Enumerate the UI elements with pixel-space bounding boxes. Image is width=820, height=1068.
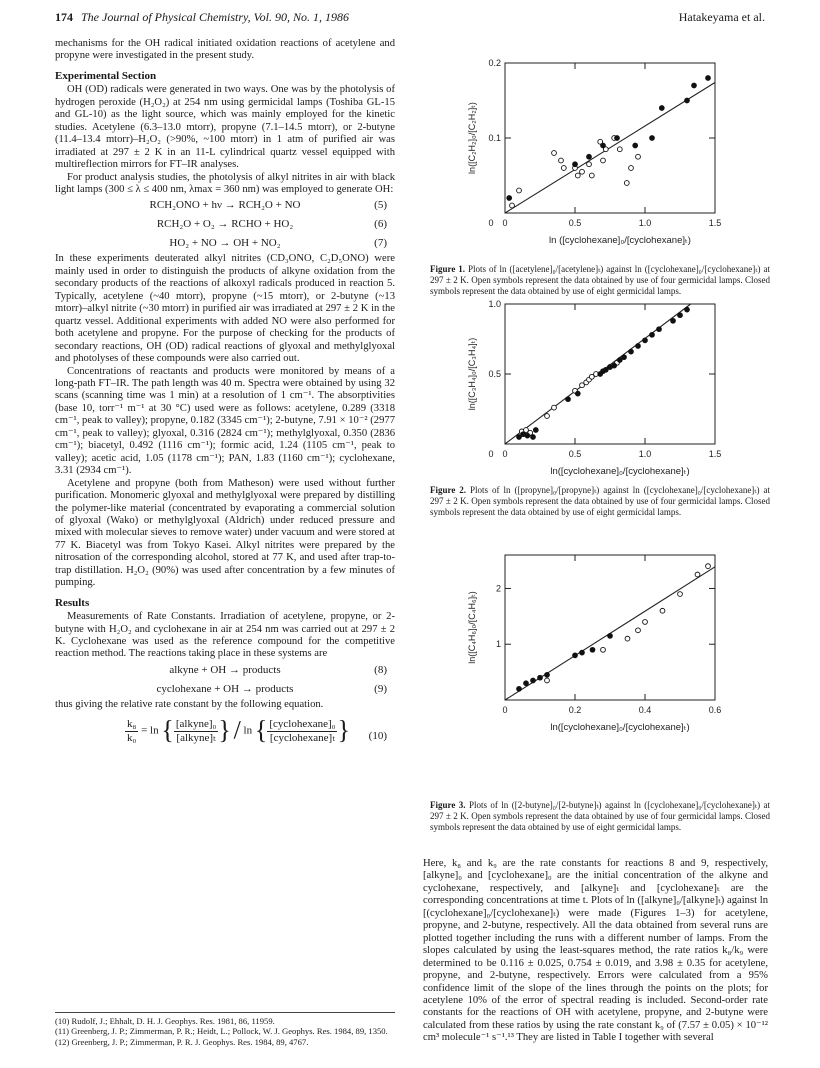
paragraph: In these experiments deuterated alkyl nitrites (CD₃ONO, C₂D₅ONO) were mainly used in order to distinguish the products of alkyne oxidation from the secondary products of the reactions of alkoxyl radicals produced in reaction 5. Typically, acetylene (~40 mtorr), propyne (~15 mtorr), or 2-butyne (~13 mtorr)–alkyl nitrite (~30 mtorr) in purified air was irradiated at 297 ± 2 K in the quartz vessel. Additional experiments with added NO were also performed for both acetylene and propyne. For the purpose of checking for the products of secondary reactions, OH (OD) radical reactions of glyoxal and methylglyoxal and photolyses of these compounds were also carried out.: [55, 253, 395, 365]
data-point-open: [589, 173, 594, 178]
data-point-open: [601, 158, 606, 163]
data-point-open: [617, 147, 622, 152]
equation-7: HO₂ + NO → OH + NO₂ (7): [169, 237, 387, 250]
reference-item: (11) Greenberg, J. P.; Zimmerman, P. R.; Heidt, L.; Pollock, W. J. Geophys. Res. 1984, 89, 1350.: [55, 1026, 388, 1037]
paragraph: Measurements of Rate Constants. Irradiation of acetylene, propyne, or 2-butyne with H₂O₂ and cyclohexane in air at 254 nm was carried out at 297 ± 2 K. Cyclohexane was used as the reference compound for the competitive reaction method. The reactions taking place in these systems are: [55, 611, 395, 660]
page-header: [55, 10, 765, 30]
data-point-open: [625, 636, 630, 641]
x-axis-label: ln ([cyclohexane]₀/[cyclohexane]ₜ): [549, 235, 691, 246]
paragraph: OH (OD) radicals were generated in two ways. One was by the photolysis of hydrogen peroxide (H₂O₂) at 254 nm using germicidal lamps (Toshiba GL-15 and GL-10) as the light source, which was mainly employed for the kinetic studies. Acetylene (6.3–13.0 mtorr), propyne (7.1–14.5 mtorr), or 2-butyne (11.4–13.4 mtorr)–H₂O₂ (>90%, ~100 mtorr) in 1 atm of purified air was irradiated at 297 ± 2 K in an 11-L cylindrical quartz vessel equipped with multireflection mirrors for FT–IR analyses.: [55, 84, 395, 171]
data-point-closed: [587, 154, 592, 159]
y-tick-label: 1.0: [488, 299, 501, 309]
section-heading-experimental: Experimental Section: [55, 69, 157, 82]
x-tick-label: 0.5: [568, 449, 582, 459]
fit-line: [505, 83, 715, 214]
data-point-open: [510, 203, 515, 208]
data-point-closed: [524, 681, 529, 686]
equation-10: $\frac{\text{k₈}}{\text{k₀}}$ = ln { [alkyne]₀ [alkyne]ₜ } / ln { [cyclohexane]₀ [cyclohexane]ₜ } (10): [127, 716, 387, 746]
section-heading-results: Results: [55, 596, 90, 609]
right-column-text: Here, k₈ and k₉ are the rate constants for reactions 8 and 9, respectively, [alkyne]₀ and [cyclohexane]₀ are the initial concentration of the alkyne and cyclohexane, respectively, and [alkyne]ₜ and [cyclohexane]ₜ are the corresponding concentrations at time t. Plots of ln ([alkyne]₀/[alkyne]ₜ) against ln [(cyclohexane]₀/[cyclohexane]ₜ) were made (Figures 1–3) for acetylene, propyne, and 2-butyne, respectively. All the data obtained from several runs are plotted together including the runs with a different number of lamps. From the slopes calculated by using the least-squares method, the rate ratios k₈/k₉ were determined to be 0.116 ± 0.025, 0.754 ± 0.019, and 3.98 ± 0.35 for acetylene, propyne, and 2-butyne, respectively. Errors were calculated from a 95% confidence limit of the slope of the lines through the points on the plots; for acetylene 10% of the error of spectral reading is included. Second-order rate constants for the reactions of OH with acetylene, propyne, and 2-butyne were calculated from these ratios by using the rate constant k₉ of (7.57 ± 0.05) × 10⁻¹² cm³ molecule⁻¹ s⁻¹.¹³ They are listed in Table I together with several: [423, 858, 768, 1044]
data-point-closed: [573, 162, 578, 167]
data-point-open: [545, 414, 550, 419]
data-point-closed: [545, 673, 550, 678]
data-point-open: [559, 158, 564, 163]
data-point-closed: [601, 143, 606, 148]
data-point-closed: [659, 106, 664, 111]
journal-name: The Journal of Physical Chemistry, Vol. 90, No. 1, 1986: [81, 10, 349, 24]
data-point-open: [643, 620, 648, 625]
intro-paragraph: mechanisms for the OH radical initiated oxidation reactions of acetylene and propyne were investigated in the present study.: [55, 38, 395, 62]
x-tick-label: 0.4: [638, 705, 652, 715]
data-point-closed: [706, 76, 711, 81]
left-column: [55, 38, 395, 766]
x-tick-label: 1.0: [638, 218, 652, 228]
data-point-open: [517, 188, 522, 193]
figure-3-chart: [455, 540, 755, 740]
data-point-open: [695, 572, 700, 577]
y-tick-label: 0.1: [488, 133, 501, 143]
equation-5: RCH₂ONO + hν → RCH₂O + NO (5): [149, 199, 387, 212]
running-authors: Hatakeyama et al.: [678, 10, 765, 24]
data-point-open: [601, 647, 606, 652]
y-axis-label: ln([C₃H₄]₀/[C₃H₄]ₜ): [467, 337, 477, 411]
data-point-closed: [590, 647, 595, 652]
y-tick-label: 0.2: [488, 58, 501, 68]
data-point-closed: [531, 678, 536, 683]
plot-frame: [505, 63, 715, 213]
paragraph: For product analysis studies, the photolysis of alkyl nitrites in air with black light lamps (300 ≤ λ ≤ 400 nm, λmax = 360 nm) was employed to generate OH:: [55, 171, 395, 195]
x-tick-label: 0: [502, 705, 508, 715]
data-point-open: [624, 181, 629, 186]
plot-frame: [505, 555, 715, 700]
y-axis-label: ln([C₄H₆]₀/[C₄H₆]ₜ): [467, 591, 477, 664]
page-number: 174: [55, 10, 73, 24]
references: [55, 1012, 395, 1047]
data-point-closed: [671, 318, 676, 323]
figure-2-chart: [455, 296, 755, 476]
data-point-closed: [538, 675, 543, 680]
data-point-closed: [650, 136, 655, 141]
data-point-closed: [533, 428, 538, 433]
data-point-open: [561, 166, 566, 171]
data-point-closed: [580, 650, 585, 655]
data-point-open: [587, 162, 592, 167]
data-point-closed: [612, 363, 617, 368]
data-point-open: [706, 564, 711, 569]
figure-2-caption: Figure 2. Plots of ln ([propyne]₀/[propyne]ₜ) against ln ([cyclohexane]₀/[cyclohexane]ₜ) at 297 ± 2 K. Open symbols represent the data obtained by use of four germicidal lamps. Closed symbols represent the data obtained by use of eight germicidal lamps.: [430, 485, 770, 517]
x-tick-label: 0: [502, 218, 508, 228]
y-tick-label: 1: [495, 639, 501, 650]
plot-frame: [505, 304, 715, 444]
equation-6: RCH₂O + O₂ → RCHO + HO₂ (6): [156, 218, 387, 231]
figure-3-caption: Figure 3. Plots of ln ([2-butyne]₀/[2-butyne]ₜ) against ln ([cyclohexane]₀/[cyclohexane]ₜ) at 297 ± 2 K. Open symbols represent the data obtained by use of four germicidal lamps. Closed symbols represent the data obtained by use of eight germicidal lamps.: [430, 800, 770, 832]
x-tick-label: 0: [502, 449, 508, 459]
data-point-open: [636, 628, 641, 633]
reference-item: (10) Rudolf, J.; Ehhalt, D. H. J. Geophys. Res. 1981, 86, 11959.: [55, 1016, 275, 1026]
data-point-closed: [650, 332, 655, 337]
equation-8: alkyne + OH → products (8): [169, 663, 387, 676]
data-point-closed: [566, 397, 571, 402]
data-point-open: [545, 678, 550, 683]
data-point-closed: [608, 633, 613, 638]
x-tick-label: 0.5: [568, 218, 582, 228]
data-point-closed: [685, 98, 690, 103]
data-point-closed: [622, 355, 627, 360]
data-point-open: [552, 405, 557, 410]
data-point-open: [660, 608, 665, 613]
data-point-closed: [629, 349, 634, 354]
data-point-closed: [573, 653, 578, 658]
data-point-closed: [517, 686, 522, 691]
origin-label: 0: [488, 218, 494, 228]
paragraph: Acetylene and propyne (both from Matheson) were used without further purification. Monomeric glyoxal and methylglyoxal were prepared by distilling the polymer-like material (concentrated by evaporating a commercial solution of glyoxal (Wako) or methylglyoxal (Aldrich) under reduced pressure and mixed with molecular sieves to remove water) under vacuum and were stored at 77 K. Biacetyl was from Tokyo Kasei. Alkyl nitrites were prepared by the nitrosation of the corresponding alcohol, stored at 77 K, and used after trap-to-trap distillation. H₂O₂ (90%) was used after concentration by a few minutes of pumping.: [55, 477, 395, 589]
data-point-closed: [615, 136, 620, 141]
y-axis-label: ln([C₂H₂]₀/[C₂H₂]ₜ): [467, 102, 477, 174]
data-point-open: [678, 592, 683, 597]
x-tick-label: 1.5: [708, 449, 722, 459]
x-tick-label: 1.5: [708, 218, 722, 228]
data-point-closed: [507, 196, 512, 201]
y-tick-label: 0.5: [488, 369, 501, 379]
figure-1-caption: Figure 1. Plots of ln ([acetylene]₀/[acetylene]ₜ) against ln ([cyclohexane]₀/[cyclohexane]ₜ) at 297 ± 2 K. Open symbols represent the data obtained by use of four germicidal lamps. Closed symbols represent the data obtained by use of eight germicidal lamps.: [430, 264, 770, 296]
x-axis-label: ln([cyclohexane]₀/[cyclohexane]ₜ): [550, 466, 690, 476]
data-point-closed: [657, 327, 662, 332]
equation-9: cyclohexane + OH → products (9): [156, 682, 387, 695]
data-point-closed: [643, 338, 648, 343]
data-point-closed: [575, 391, 580, 396]
data-point-open: [580, 169, 585, 174]
data-point-open: [636, 154, 641, 159]
data-point-open: [552, 151, 557, 156]
data-point-closed: [531, 435, 536, 440]
data-point-closed: [678, 313, 683, 318]
x-tick-label: 0.2: [568, 705, 582, 715]
x-tick-label: 1.0: [638, 449, 652, 459]
data-point-closed: [692, 83, 697, 88]
origin-label: 0: [488, 449, 494, 459]
data-point-closed: [685, 307, 690, 312]
reference-item: (12) Greenberg, J. P.; Zimmerman, P. R. J. Geophys. Res. 1984, 89, 4767.: [55, 1036, 309, 1047]
paragraph: Concentrations of reactants and products were monitored by means of a long-path FT–IR. The path length was 40 m. Spectra were obtained by using 32 scans (scanning time was 1 min) at a resolution of 1 cm⁻¹. The absorptivities (base 10, torr⁻¹ m⁻¹ at 30 °C) used were as follows: acetylene, 0.289 (3318 cm⁻¹, peak to valley); propyne, 0.182 (3345 cm⁻¹); 2-butyne, 7.91 × 10⁻² (2977 cm⁻¹, peak to valley); glyoxal, 0.316 (2824 cm⁻¹); methylglyoxal, 0.350 (2836 cm⁻¹); biacetyl, 0.492 (1116 cm⁻¹); formic acid, 1.24 (1105 cm⁻¹, peak to valley); acetic acid, 1.05 (1178 cm⁻¹); PAN, 1.83 (1160 cm⁻¹); cyclohexane, 3.31 (2934 cm⁻¹).: [55, 365, 395, 477]
data-point-closed: [633, 143, 638, 148]
data-point-closed: [525, 433, 530, 438]
x-tick-label: 0.6: [708, 705, 722, 715]
data-point-closed: [636, 344, 641, 349]
data-point-open: [575, 173, 580, 178]
figure-1-chart: [455, 55, 755, 255]
data-point-open: [629, 166, 634, 171]
paragraph: thus giving the relative rate constant by the following equation.: [55, 698, 324, 710]
y-tick-label: 2: [495, 583, 501, 594]
x-axis-label: ln([cyclohexane]₀/[cyclohexane]ₜ): [550, 722, 690, 733]
